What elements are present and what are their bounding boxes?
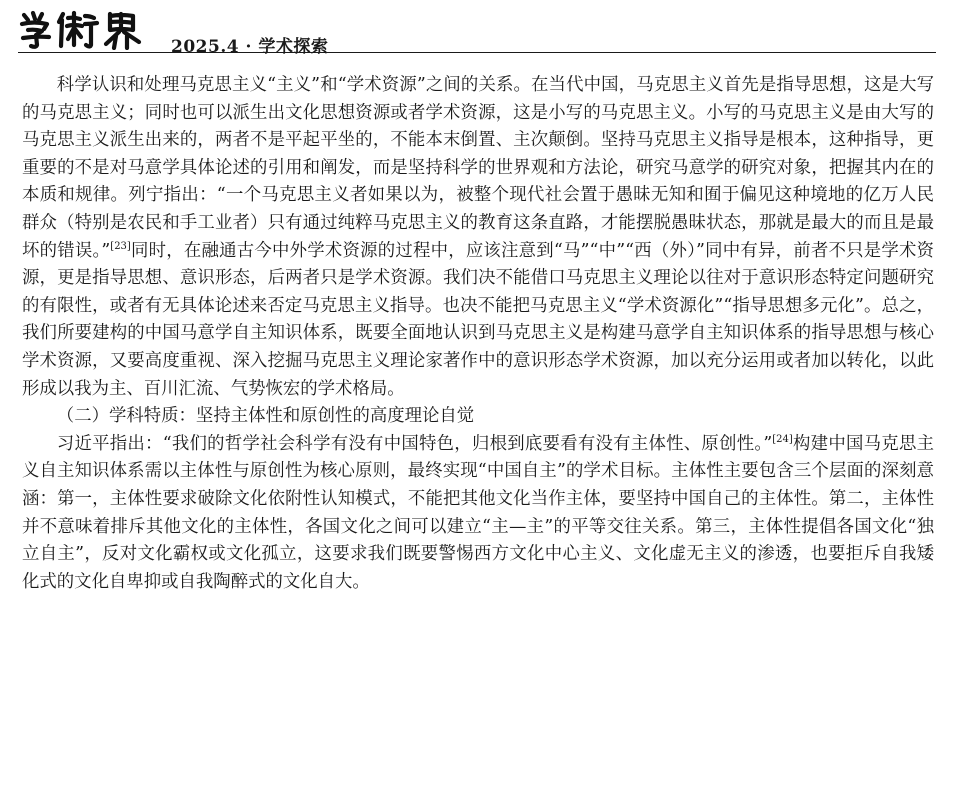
paragraph-1 bbox=[22, 72, 934, 403]
paragraph-2-text: 习近平指出：“我们的哲学社会科学有没有中国特色，归根到底要看有没有主体性、原创性。” bbox=[56, 433, 773, 454]
citation-24: [24] bbox=[772, 433, 793, 445]
section-subheading: （二）学科特质：坚持主体性和原创性的高度理论自觉 bbox=[56, 406, 475, 427]
paragraph-2-text-cont: 构建中国马克思主义自主知识体系需以主体性与原创性为核心原则，最终实现“中国自主”的学术目标。主体性主要包含三个层面的深刻意涵：第一，主体性要求破除文化依附性认知模式，不能把其他文化当作主体，要坚持中国自己的主体性。第二，主体性并不意味着排斥其他文化的主体性，各国文化之间可以建立“主—主”的平等交往关系。第三，主体性提倡各国文化“独立自主”，反对文化霸权或文化孤立，这要求我们既要警惕西方文化中心主义、文化虚无主义的渗透，也要拒斥自我矮化式的文化自卑抑或自我陶醉式的文化自大。 bbox=[22, 433, 934, 592]
page-header bbox=[18, 8, 936, 57]
article-body bbox=[22, 72, 934, 596]
issue-label: 2025.4 · 学术探索 bbox=[171, 37, 329, 57]
journal-logo bbox=[18, 8, 148, 50]
citation-23: [23] bbox=[110, 240, 131, 252]
paragraph-2 bbox=[22, 431, 934, 597]
paragraph-1-text: 科学认识和处理马克思主义“主义”和“学术资源”之间的关系。在当代中国，马克思主义首先是指导思想，这是大写的马克思主义；同时也可以派生出文化思想资源或者学术资源，这是小写的马克思主义。小写的马克思主义是由大写的马克思主义派生出来的，两者不是平起平坐的，不能本末倒置、主次颠倒。坚持马克思主义指导是根本，这种指导，更重要的不是对马意学具体论述的引用和阐发，而是坚持科学的世界观和方法论，研究马意学的研究对象，把握其内在的本质和规律。列宁指出：“一个马克思主义者如果以为，被整个现代社会置于愚昧无知和囿于偏见这种境地的亿万人民群众（特别是农民和手工业者）只有通过纯粹马克思主义的教育这条直路，才能摆脱愚昧状态，那就是最大的而且是最坏的错误。” bbox=[22, 75, 934, 261]
paragraph-1-text-cont: 同时，在融通古今中外学术资源的过程中，应该注意到“马”“中”“西（外）”同中有异，前者不只是学术资源，更是指导思想、意识形态，后两者只是学术资源。我们决不能借口马克思主义理论以往对于意识形态特定问题研究的有限性，或者有无具体论述来否定马克思主义指导。也决不能把马克思主义“学术资源化”“指导思想多元化”。总之，我们所要建构的中国马意学自主知识体系，既要全面地认识到马克思主义是构建马意学自主知识体系的指导思想与核心学术资源，又要高度重视、深入挖掘马克思主义理论家著作中的意识形态学术资源，加以充分运用或者加以转化，以此形成以我为主、百川汇流、气势恢宏的学术格局。 bbox=[22, 240, 934, 399]
